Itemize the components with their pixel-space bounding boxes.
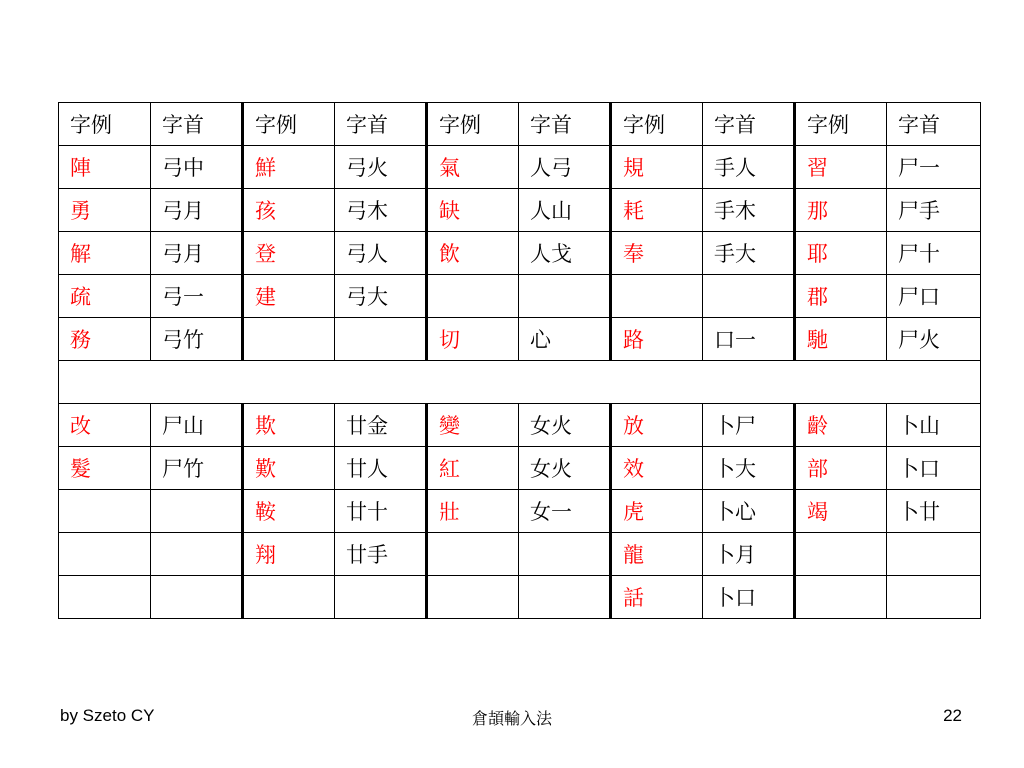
example-char-cell: 勇 <box>59 189 151 232</box>
radical-code-cell: 人戈 <box>519 232 611 275</box>
radical-code-cell: 弓月 <box>151 232 243 275</box>
radical-code-cell: 弓木 <box>335 189 427 232</box>
example-char-cell: 鞍 <box>243 490 335 533</box>
radical-code-cell: 弓一 <box>151 275 243 318</box>
example-char-cell: 習 <box>795 146 887 189</box>
separator-row <box>59 361 981 404</box>
example-char-cell: 務 <box>59 318 151 361</box>
radical-code-cell: 卜廿 <box>887 490 981 533</box>
radical-code-cell: 手大 <box>703 232 795 275</box>
radical-code-cell: 弓大 <box>335 275 427 318</box>
radical-code-cell: 卜大 <box>703 447 795 490</box>
example-char-cell: 龍 <box>611 533 703 576</box>
radical-code-cell: 女火 <box>519 404 611 447</box>
radical-code-cell: 卜心 <box>703 490 795 533</box>
example-char-cell <box>59 576 151 619</box>
radical-code-cell <box>887 533 981 576</box>
radical-code-cell: 廿手 <box>335 533 427 576</box>
radical-code-cell <box>151 490 243 533</box>
table-row <box>59 576 981 619</box>
radical-code-cell: 弓火 <box>335 146 427 189</box>
example-char-cell: 話 <box>611 576 703 619</box>
radical-code-cell: 心 <box>519 318 611 361</box>
separator-cell <box>59 361 981 404</box>
table-row <box>59 318 981 361</box>
example-char-cell: 改 <box>59 404 151 447</box>
example-char-cell: 馳 <box>795 318 887 361</box>
example-char-cell: 虎 <box>611 490 703 533</box>
example-char-cell: 疏 <box>59 275 151 318</box>
header-radical: 字首 <box>703 103 795 146</box>
header-example: 字例 <box>427 103 519 146</box>
radical-code-cell: 廿金 <box>335 404 427 447</box>
radical-code-cell: 廿人 <box>335 447 427 490</box>
example-char-cell <box>427 275 519 318</box>
table-body-top <box>59 146 981 361</box>
example-char-cell: 鮮 <box>243 146 335 189</box>
radical-code-cell: 弓中 <box>151 146 243 189</box>
radical-code-cell: 女一 <box>519 490 611 533</box>
radical-code-cell: 廿十 <box>335 490 427 533</box>
table-row <box>59 490 981 533</box>
example-char-cell <box>59 490 151 533</box>
radical-code-cell: 尸山 <box>151 404 243 447</box>
radical-code-cell: 弓人 <box>335 232 427 275</box>
example-char-cell: 氣 <box>427 146 519 189</box>
footer-title: 倉頡輸入法 <box>471 709 552 728</box>
header-example: 字例 <box>611 103 703 146</box>
header-radical: 字首 <box>151 103 243 146</box>
example-char-cell: 解 <box>59 232 151 275</box>
radical-code-cell: 尸口 <box>887 275 981 318</box>
radical-code-cell: 卜口 <box>703 576 795 619</box>
radical-code-cell: 卜口 <box>887 447 981 490</box>
radical-code-cell: 尸十 <box>887 232 981 275</box>
example-char-cell <box>427 533 519 576</box>
example-char-cell: 部 <box>795 447 887 490</box>
table-row <box>59 232 981 275</box>
radical-code-cell <box>519 576 611 619</box>
radical-code-cell: 人山 <box>519 189 611 232</box>
table-row <box>59 404 981 447</box>
example-char-cell <box>795 533 887 576</box>
example-char-cell: 那 <box>795 189 887 232</box>
header-radical: 字首 <box>335 103 427 146</box>
radical-code-cell: 卜尸 <box>703 404 795 447</box>
radical-code-cell <box>887 576 981 619</box>
example-char-cell: 齡 <box>795 404 887 447</box>
table-separator <box>59 361 981 404</box>
example-char-cell: 郡 <box>795 275 887 318</box>
example-char-cell: 翔 <box>243 533 335 576</box>
radical-code-cell <box>519 275 611 318</box>
example-char-cell: 竭 <box>795 490 887 533</box>
header-example: 字例 <box>795 103 887 146</box>
header-row <box>59 103 981 146</box>
example-char-cell: 髮 <box>59 447 151 490</box>
example-char-cell <box>59 533 151 576</box>
radical-code-cell: 尸一 <box>887 146 981 189</box>
radical-code-cell: 女火 <box>519 447 611 490</box>
example-char-cell: 飲 <box>427 232 519 275</box>
radical-code-cell: 卜山 <box>887 404 981 447</box>
radical-code-cell: 人弓 <box>519 146 611 189</box>
example-char-cell <box>611 275 703 318</box>
footer-author: by Szeto CY <box>60 706 155 725</box>
example-char-cell: 路 <box>611 318 703 361</box>
example-char-cell: 欺 <box>243 404 335 447</box>
example-char-cell: 耗 <box>611 189 703 232</box>
radical-code-cell <box>335 576 427 619</box>
example-char-cell: 放 <box>611 404 703 447</box>
example-char-cell: 陣 <box>59 146 151 189</box>
cangjie-radical-table <box>58 102 981 619</box>
radical-code-cell: 手人 <box>703 146 795 189</box>
radical-code-cell <box>703 275 795 318</box>
example-char-cell <box>795 576 887 619</box>
table-row <box>59 447 981 490</box>
header-radical: 字首 <box>887 103 981 146</box>
example-char-cell: 規 <box>611 146 703 189</box>
table-row <box>59 146 981 189</box>
radical-code-cell <box>519 533 611 576</box>
radical-code-cell: 卜月 <box>703 533 795 576</box>
example-char-cell <box>243 576 335 619</box>
example-char-cell: 登 <box>243 232 335 275</box>
example-char-cell: 耶 <box>795 232 887 275</box>
example-char-cell: 孩 <box>243 189 335 232</box>
radical-code-cell: 弓月 <box>151 189 243 232</box>
header-example: 字例 <box>243 103 335 146</box>
example-char-cell <box>427 576 519 619</box>
example-char-cell: 缺 <box>427 189 519 232</box>
radical-code-cell: 手木 <box>703 189 795 232</box>
example-char-cell: 切 <box>427 318 519 361</box>
example-char-cell: 壯 <box>427 490 519 533</box>
example-char-cell: 紅 <box>427 447 519 490</box>
radical-code-cell: 口一 <box>703 318 795 361</box>
example-char-cell <box>243 318 335 361</box>
radical-code-cell: 尸手 <box>887 189 981 232</box>
example-char-cell: 歎 <box>243 447 335 490</box>
radical-code-cell <box>151 576 243 619</box>
example-char-cell: 效 <box>611 447 703 490</box>
example-char-cell: 奉 <box>611 232 703 275</box>
radical-code-cell <box>151 533 243 576</box>
table-body-bottom <box>59 404 981 619</box>
radical-code-cell: 尸竹 <box>151 447 243 490</box>
radical-code-cell: 弓竹 <box>151 318 243 361</box>
radical-code-cell <box>335 318 427 361</box>
example-char-cell: 建 <box>243 275 335 318</box>
header-example: 字例 <box>59 103 151 146</box>
table-row <box>59 533 981 576</box>
radical-code-cell: 尸火 <box>887 318 981 361</box>
example-char-cell: 變 <box>427 404 519 447</box>
table-row <box>59 275 981 318</box>
page-number: 22 <box>943 706 962 725</box>
header-radical: 字首 <box>519 103 611 146</box>
table-row <box>59 189 981 232</box>
